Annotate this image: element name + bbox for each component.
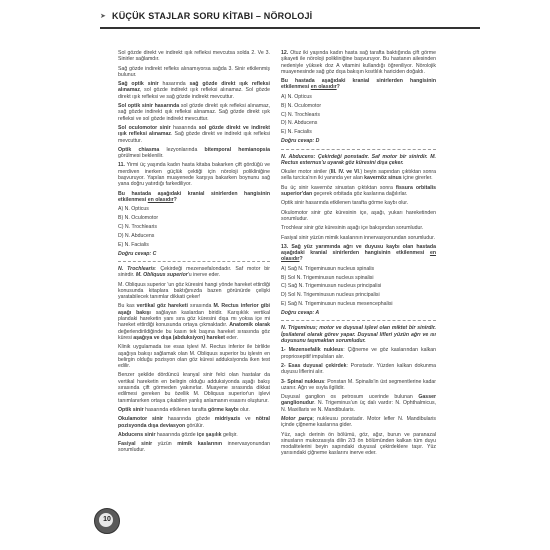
explanation: Optik sinir hasarında etkilenen tarafta görme kaybı olur. [118,406,250,413]
explanation: Okulamotor sinir hasarında gözde midriyazis ve nötral pozisyonda dışa deviasyon görülür. [118,416,270,429]
option-e: E) N. Facialis [281,129,312,136]
question-13: 13. Sağ yüz yarımında ağrı ve duyusu kaybı olan hastada aşağıdaki kranial sinirlerden hangisinin etkilenmesi en olasıdır? [281,243,436,263]
explanation: 2- Esas duyusal çekirdek: Ponstadır. Yüzden kalkan dokunma duyusu liflerini alır. [281,362,436,376]
option-b: B) N. Oculomotor [281,102,322,109]
explanation: 3- Spinal nukleus: Ponstan M. Spinalis'in üst segmentlerine kadar uzanır. Ağrı ve ısıyla ilgilidir. [281,378,436,391]
divider [281,320,436,321]
option-b: B) N. Oculomotor [118,215,159,222]
answer-11: Doğru cevap: C [118,250,157,257]
question-11-stem: Bu hastada aşağıdaki kranial sinirlerden hangisinin etkilenmesi en olasıdır? [118,190,270,203]
paragraph: Sol gözde direkt ve indirekt ışık refleksi mevcutsa solda 2. Ve 3. Sinirler sağlamdır. [118,50,270,63]
option-a: A) N. Opticus [118,206,149,213]
explanation: Yüz, saçlı derinin ön bölümü, göz, ağız, burun ve paranazal sinusların mukozasıyla dilin 2/3 ön bölümünden kalkan tüm duyu modalitelerini beyin sapındaki duyusal çekirdeklere taşır. Yüz yarısındaki çiğneme kaslarını inerve eder. [281,431,436,457]
explanation: Abducens sinir hasarında gözde içe şaşılık gelişir. [118,431,238,438]
header-divider [100,27,480,29]
explanation: Duyusal ganglion os petrosum ucerinde bulunan Gasser ganglionudur. N. Trigeminus'un üç dalı vardır: N. Ophthalmicus, N. Maxillaris ve N. Mandibularis. [281,394,436,413]
left-column [118,50,270,457]
option-d: D) Sol N. Trigeminusun nucleus principalisi [281,292,380,299]
option-c: C) N. Trochlearis [281,111,320,118]
paragraph: Sağ optik sinir hasarında sağ gözde direkt ışık refleksi alınamaz, sol gözde indirekt ışık refleksi alınamaz. Sol gözde direkt ışık refleksi ve sağ gözde indirekt mevcuttur. [118,81,270,100]
answer-13: Doğru cevap: A [281,310,320,317]
explanation: 1- Mezensefalik nukleus: Çiğneme ve göz kaslarından kalkan propriosepitif impulsları alır. [281,347,436,360]
option-b: B) Sol N. Trigeminusun nucleus spinalisi [281,274,374,281]
explanation: Optik sinir hasarında etkilenen tarafta görme kaybı olur. [281,200,409,207]
paragraph: Sol oculomotor sinir hasarında sol gözde direkt ve indirekt ışık refleksi alınamaz. Sağ gözde direkt ve indirekt ışık refleksi mevcuttur. [118,124,270,144]
explanation: Benzer şekilde dördüncü kranyal sinir felci olan hastalar da vertikal hareketin en belirgin olduğu adduksiyonda aşağı bakış sırasında çift görmeden yakınırlar. Muayene sırasında dikkat edilmesi gereken bu özellik M. Obliquus superior'un işlevi tanımlanırken ortaya çıkabilen yanlış anlamanın esasını oluşturur. [118,372,270,404]
explanation: Bu üç sinir kavernöz sinustan çıktıktan sonra fissura orbitalis superior'dan geçerek orbitada göz kaslarına dağılırlar. [281,184,436,198]
option-a: A) Sağ N. Trigeminusun nucleus spinalis [281,265,375,272]
explanation: M. Obliquus superior 'un göz küresini hangi yönde hareket ettirdiği konusunda kitaplara baktığınızda bazen görünürde çelişki yaratabilecek tanımlar dikkati çeker! [118,281,270,301]
page-header-title: KÜÇÜK STAJLAR SORU KİTABI – NÖROLOJİ [112,11,313,21]
page-number-badge [94,508,120,534]
explanation: N. Abducens: Çekirdeği ponstadır. Saf motor bir sinirdir. M. Rectus externus'u uyarak göz küresini dışa çeker. [281,153,436,166]
page-number: 10 [103,516,111,523]
question-11: 11. Yirmi üç yaşında kadın hasta kitaba bakarken çift gördüğü ve merdiven inerken güçlük çektiği için nöroloji polikliniğine başvuruyor. Yapılan muayenede karşıya bakarken boynunu sağ yana doğru yatırdığı farkediliyor. [118,162,270,188]
explanation: Okuler motor siniler (III. IV. ve VI.) beyin sapından çıktıktan sonra sella turcica'nın iki yanında yer alan kavernöz sinus içine girerler. [281,169,436,182]
explanation: Trochlear sinir göz küresinin aşağı içe bakışından sorumludur. [281,225,424,232]
explanation: Klinik uygulamada ise esas işlevi M. Rectus inferior ile birlikte aşağıya bakışı sağlamak olan M. Obliquus superior bu işlevin en belirgin olduğu pozisyon olan göz küresi adduksiyonda iken test edilir. [118,344,270,370]
option-a: A) N. Opticus [281,93,312,100]
page-header [100,11,480,25]
paragraph: Sağ gözde indirekt refleks alınamıyorsa sağda 3. Sinir etkilenmiş bulunur. [118,65,270,78]
option-d: D) N. Abducens [281,120,318,127]
paragraph: Sol optik sinir hasarında sol gözde direkt ışık refleksi alınamaz, sağ gözde indirekt ışık refleksi alınamaz. Sağ gözde direkt ışık refleksi ve sol gözde indirekt mevcuttur. [118,103,271,122]
option-d: D) N. Abducens [118,232,155,239]
divider [281,149,436,150]
option-c: C) N. Trochlearis [118,224,157,231]
option-c: C) Sağ N. Trigeminusun nucleus principalisi [281,283,382,290]
arrow-icon: ➤ [100,13,106,20]
question-12: 12. Otuz iki yaşında kadın hasta sağ tarafta baktığında çift görme şikayeti ile nöroloji polikliniğine başvuruyor. Bu hastanın ailesinden nedeniyle yüksek doz A vitamini kullandığı öğreniliyor. Nörolojik muayenesinde sağ göz dışa bakışın kısıtlılık hariciden doğaldı. [281,50,436,75]
explanation: Fasiyal sinir yüzün mimik kaslarının innervasyonundan sorumludur. [281,234,435,241]
explanation: Okulomotor sinir göz küresinin içe, aşağı, yukarı hareketinden sorumludur. [281,209,436,222]
option-e: E) Sağ N. Trigeminusun nucleus mesencephalisi [281,301,393,308]
explanation: N. Trochlearis: Çekirdeği mezensefalondadır. Saf motor bir sinirdir. M. Obliquus superior'u inerve eder. [118,265,270,279]
paragraph: Optik chiasma lezyonlarında bitemporal hemianopsia görülmesi beklenilir. [118,146,270,160]
question-12-stem: Bu hastada aşağıdaki kranial sinirlerden hangisinin etkilenmesi en olasıdır? [281,78,436,91]
divider [118,261,270,262]
explanation: Motor parça; nukleusu ponstadır. Motor lefler N. Mandibularis içinde çiğneme kaslarına gider. [281,416,436,429]
right-column [281,50,436,460]
answer-12: Doğru cevap: D [281,138,320,145]
explanation: N. Trigeminus; motor ve duyusal işlevi olan miktet bir sinirdir. İpsilateral olarak görev yapar. Duyusal lifleri yüzün ağrı ve ısı duyusunu taşımaktan sorumludur. [281,325,436,345]
explanation: Fasiyal sinir yüzün mimik kaslarının innervasyonundan sorumludur. [118,441,271,454]
option-e: E) N. Facialis [118,241,149,248]
explanation: Bu kas vertikal göz hareketi sırasında M. Rectus inferior gibi aşağı bakışı sağlayan kaslardan biridir. Karışıklık vertikal plandaki hareketin yanı sıra göz küresini dışa mı yoksa içe mi hareket ettirdiği konusunda ortaya çıkmaktadır. Anatomik olarak değerlendirildiğinde bu kasın tek başına hareket sırasında göz küresi aşağıya ve dışa (abduksiyon) hareket eder. [118,303,271,341]
